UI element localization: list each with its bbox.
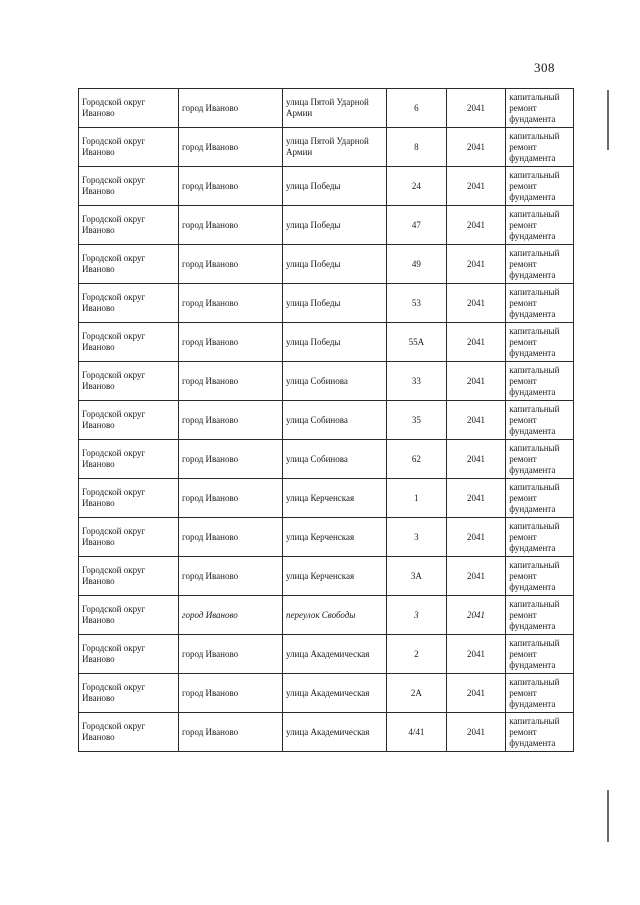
cell-street: улица Собинова bbox=[283, 440, 387, 479]
cell-house-number: 1 bbox=[387, 479, 447, 518]
cell-house-number: 62 bbox=[387, 440, 447, 479]
cell-house-number: 33 bbox=[387, 362, 447, 401]
cell-city: город Иваново bbox=[179, 518, 283, 557]
table-row bbox=[79, 89, 574, 128]
cell-year: 2041 bbox=[446, 284, 506, 323]
cell-district: Городской округ Иваново bbox=[79, 479, 179, 518]
cell-city: город Иваново bbox=[179, 167, 283, 206]
table-row bbox=[79, 518, 574, 557]
cell-city: город Иваново bbox=[179, 128, 283, 167]
cell-city: город Иваново bbox=[179, 479, 283, 518]
cell-street: улица Победы bbox=[283, 323, 387, 362]
cell-year: 2041 bbox=[446, 440, 506, 479]
cell-work-type: капитальный ремонт фундамента bbox=[506, 713, 574, 752]
cell-street: улица Собинова bbox=[283, 401, 387, 440]
cell-work-type: капитальный ремонт фундамента bbox=[506, 89, 574, 128]
cell-house-number: 3А bbox=[387, 557, 447, 596]
table-row bbox=[79, 323, 574, 362]
cell-year: 2041 bbox=[446, 479, 506, 518]
repair-schedule-table bbox=[78, 88, 574, 752]
cell-year: 2041 bbox=[446, 596, 506, 635]
cell-year: 2041 bbox=[446, 245, 506, 284]
table-row bbox=[79, 128, 574, 167]
cell-city: город Иваново bbox=[179, 713, 283, 752]
cell-district: Городской округ Иваново bbox=[79, 167, 179, 206]
cell-city: город Иваново bbox=[179, 557, 283, 596]
cell-district: Городской округ Иваново bbox=[79, 245, 179, 284]
cell-district: Городской округ Иваново bbox=[79, 518, 179, 557]
cell-year: 2041 bbox=[446, 635, 506, 674]
cell-house-number: 2 bbox=[387, 635, 447, 674]
cell-house-number: 2А bbox=[387, 674, 447, 713]
cell-city: город Иваново bbox=[179, 401, 283, 440]
scan-edge-mark bbox=[607, 90, 609, 150]
cell-year: 2041 bbox=[446, 128, 506, 167]
cell-city: город Иваново bbox=[179, 635, 283, 674]
cell-year: 2041 bbox=[446, 674, 506, 713]
cell-district: Городской округ Иваново bbox=[79, 596, 179, 635]
cell-work-type: капитальный ремонт фундамента bbox=[506, 596, 574, 635]
cell-year: 2041 bbox=[446, 518, 506, 557]
cell-street: улица Собинова bbox=[283, 362, 387, 401]
table-row bbox=[79, 713, 574, 752]
table-row bbox=[79, 401, 574, 440]
table-row bbox=[79, 674, 574, 713]
cell-work-type: капитальный ремонт фундамента bbox=[506, 635, 574, 674]
cell-city: город Иваново bbox=[179, 89, 283, 128]
cell-house-number: 8 bbox=[387, 128, 447, 167]
cell-work-type: капитальный ремонт фундамента bbox=[506, 557, 574, 596]
cell-work-type: капитальный ремонт фундамента bbox=[506, 362, 574, 401]
table-row bbox=[79, 596, 574, 635]
cell-house-number: 53 bbox=[387, 284, 447, 323]
cell-district: Городской округ Иваново bbox=[79, 440, 179, 479]
cell-house-number: 6 bbox=[387, 89, 447, 128]
cell-district: Городской округ Иваново bbox=[79, 128, 179, 167]
cell-work-type: капитальный ремонт фундамента bbox=[506, 518, 574, 557]
cell-district: Городской округ Иваново bbox=[79, 674, 179, 713]
cell-work-type: капитальный ремонт фундамента bbox=[506, 323, 574, 362]
cell-city: город Иваново bbox=[179, 362, 283, 401]
cell-street: улица Пятой Ударной Армии bbox=[283, 128, 387, 167]
cell-work-type: капитальный ремонт фундамента bbox=[506, 167, 574, 206]
cell-year: 2041 bbox=[446, 401, 506, 440]
cell-street: улица Академическая bbox=[283, 674, 387, 713]
cell-district: Городской округ Иваново bbox=[79, 89, 179, 128]
cell-house-number: 55А bbox=[387, 323, 447, 362]
cell-city: город Иваново bbox=[179, 596, 283, 635]
cell-city: город Иваново bbox=[179, 323, 283, 362]
cell-work-type: капитальный ремонт фундамента bbox=[506, 440, 574, 479]
cell-district: Городской округ Иваново bbox=[79, 713, 179, 752]
cell-district: Городской округ Иваново bbox=[79, 323, 179, 362]
cell-work-type: капитальный ремонт фундамента bbox=[506, 128, 574, 167]
cell-year: 2041 bbox=[446, 89, 506, 128]
cell-year: 2041 bbox=[446, 167, 506, 206]
cell-district: Городской округ Иваново bbox=[79, 557, 179, 596]
cell-house-number: 24 bbox=[387, 167, 447, 206]
cell-house-number: 4/41 bbox=[387, 713, 447, 752]
scan-edge-mark bbox=[607, 790, 609, 842]
cell-work-type: капитальный ремонт фундамента bbox=[506, 401, 574, 440]
cell-work-type: капитальный ремонт фундамента bbox=[506, 245, 574, 284]
cell-city: город Иваново bbox=[179, 440, 283, 479]
cell-street: улица Керченская bbox=[283, 557, 387, 596]
table-row bbox=[79, 206, 574, 245]
table-row bbox=[79, 635, 574, 674]
cell-year: 2041 bbox=[446, 323, 506, 362]
table-row bbox=[79, 362, 574, 401]
table-row bbox=[79, 440, 574, 479]
cell-work-type: капитальный ремонт фундамента bbox=[506, 284, 574, 323]
cell-work-type: капитальный ремонт фундамента bbox=[506, 674, 574, 713]
cell-city: город Иваново bbox=[179, 674, 283, 713]
cell-street: улица Победы bbox=[283, 206, 387, 245]
cell-district: Городской округ Иваново bbox=[79, 362, 179, 401]
cell-year: 2041 bbox=[446, 713, 506, 752]
table-row bbox=[79, 245, 574, 284]
cell-street: улица Керченская bbox=[283, 518, 387, 557]
cell-street: улица Керченская bbox=[283, 479, 387, 518]
cell-district: Городской округ Иваново bbox=[79, 401, 179, 440]
cell-work-type: капитальный ремонт фундамента bbox=[506, 479, 574, 518]
cell-district: Городской округ Иваново bbox=[79, 635, 179, 674]
cell-street: улица Академическая bbox=[283, 635, 387, 674]
table-row bbox=[79, 167, 574, 206]
cell-house-number: 49 bbox=[387, 245, 447, 284]
cell-house-number: 35 bbox=[387, 401, 447, 440]
cell-house-number: 3 bbox=[387, 518, 447, 557]
table-row bbox=[79, 557, 574, 596]
cell-street: улица Пятой Ударной Армии bbox=[283, 89, 387, 128]
cell-street: улица Победы bbox=[283, 167, 387, 206]
table-row bbox=[79, 284, 574, 323]
cell-district: Городской округ Иваново bbox=[79, 206, 179, 245]
cell-year: 2041 bbox=[446, 362, 506, 401]
cell-street: переулок Свободы bbox=[283, 596, 387, 635]
cell-city: город Иваново bbox=[179, 284, 283, 323]
table-body bbox=[79, 89, 574, 752]
cell-house-number: 47 bbox=[387, 206, 447, 245]
cell-street: улица Победы bbox=[283, 245, 387, 284]
cell-city: город Иваново bbox=[179, 245, 283, 284]
table-row bbox=[79, 479, 574, 518]
cell-city: город Иваново bbox=[179, 206, 283, 245]
cell-street: улица Академическая bbox=[283, 713, 387, 752]
page-number: 308 bbox=[534, 60, 555, 75]
cell-year: 2041 bbox=[446, 206, 506, 245]
cell-district: Городской округ Иваново bbox=[79, 284, 179, 323]
cell-year: 2041 bbox=[446, 557, 506, 596]
cell-work-type: капитальный ремонт фундамента bbox=[506, 206, 574, 245]
cell-house-number: 3 bbox=[387, 596, 447, 635]
cell-street: улица Победы bbox=[283, 284, 387, 323]
